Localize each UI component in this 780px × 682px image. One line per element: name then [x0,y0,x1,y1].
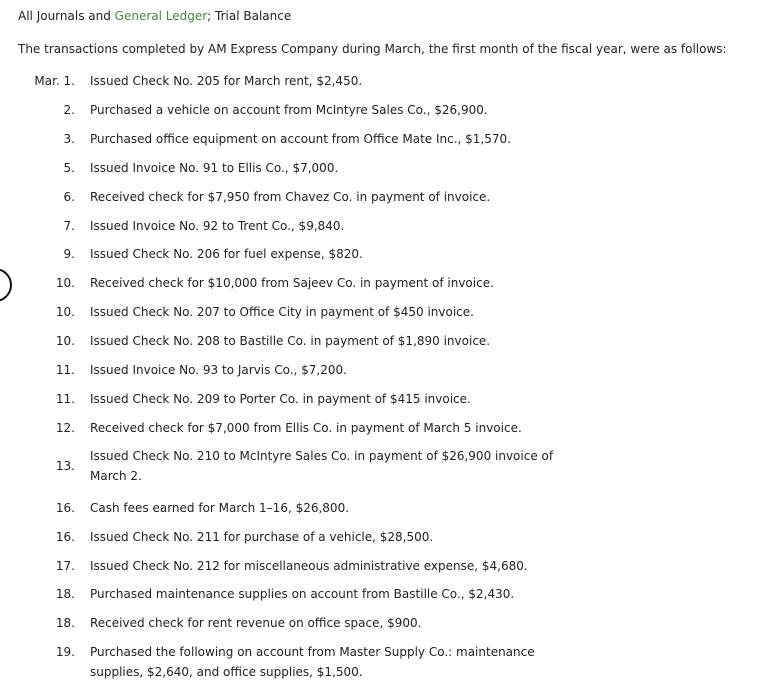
transaction-date: 2. [63,103,75,117]
transaction-row [18,642,618,682]
transaction-date: 11. [55,363,75,377]
transaction-date: 10. [55,276,75,290]
transaction-description: Issued Check No. 207 to Office City in payment of $450 invoice. [90,305,474,319]
transaction-date: 18. [55,616,75,630]
transaction-description: Issued Check No. 210 to McIntyre Sales Co. in payment of $26,900 invoice of March 2. [90,449,554,483]
transaction-description: Received check for $7,950 from Chavez Co. in payment of invoice. [90,190,491,204]
transaction-date: 9. [63,247,75,261]
intro-text: The transactions completed by AM Express Company during March, the first month of the fiscal year, were as follows: [18,42,727,56]
transaction-row [18,158,618,178]
transaction-row [18,389,618,409]
transaction-date: 17. [55,559,75,573]
transaction-description: Purchased office equipment on account from Office Mate Inc., $1,570. [90,132,511,146]
transaction-description: Cash fees earned for March 1–16, $26,800. [90,501,350,515]
transaction-description: Received check for rent revenue on office space, $900. [90,616,422,630]
general-ledger-link[interactable]: General Ledger [114,9,208,23]
transaction-row [18,556,618,576]
header-suffix: ; Trial Balance [207,9,292,23]
transaction-row [18,498,618,518]
transaction-date: 19. [55,645,75,659]
transaction-row [18,418,618,438]
transaction-description: Issued Invoice No. 92 to Trent Co., $9,840. [90,219,345,233]
transaction-date: Mar. 1. [34,74,75,88]
transaction-date: 13. [55,459,75,473]
transaction-row [18,244,618,264]
transaction-date: 3. [63,132,75,146]
transaction-row [18,100,618,120]
transaction-date: 18. [55,587,75,601]
transaction-date: 10. [55,334,75,348]
transaction-row [18,71,618,91]
transaction-row [18,302,618,322]
transaction-description: Received check for $7,000 from Ellis Co. in payment of March 5 invoice. [90,421,522,435]
transaction-row [18,273,618,293]
transaction-row [18,129,618,149]
side-circle-decoration [0,268,12,302]
transaction-description: Issued Check No. 205 for March rent, $2,450. [90,74,363,88]
transaction-description: Issued Check No. 212 for miscellaneous administrative expense, $4,680. [90,559,528,573]
transaction-description: Purchased a vehicle on account from McIntyre Sales Co., $26,900. [90,103,488,117]
breadcrumb-title [18,8,291,24]
transaction-row [18,527,618,547]
transaction-date: 6. [63,190,75,204]
transaction-description: Issued Check No. 209 to Porter Co. in payment of $415 invoice. [90,392,471,406]
transaction-date: 16. [55,530,75,544]
transaction-description: Issued Check No. 208 to Bastille Co. in payment of $1,890 invoice. [90,334,491,348]
transaction-row [18,216,618,236]
transaction-date: 16. [55,501,75,515]
header-prefix: All Journals and [18,9,115,23]
transaction-description: Issued Invoice No. 93 to Jarvis Co., $7,200. [90,363,347,377]
transaction-row [18,613,618,633]
transaction-row [18,360,618,380]
transaction-description: Issued Check No. 211 for purchase of a vehicle, $28,500. [90,530,434,544]
transaction-row [18,584,618,604]
transaction-date: 5. [63,161,75,175]
transaction-description: Purchased maintenance supplies on account from Bastille Co., $2,430. [90,587,515,601]
transaction-description: Purchased the following on account from Master Supply Co.: maintenance supplies, $2,640, and office supplies, $1,500. [90,645,535,679]
transaction-date: 7. [63,219,75,233]
transaction-row [18,187,618,207]
transaction-date: 11. [55,392,75,406]
transaction-description: Issued Check No. 206 for fuel expense, $820. [90,247,363,261]
transaction-description: Issued Invoice No. 91 to Ellis Co., $7,000. [90,161,339,175]
transaction-row [18,331,618,351]
transaction-date: 10. [55,305,75,319]
transaction-date: 12. [55,421,75,435]
transaction-description: Received check for $10,000 from Sajeev Co. in payment of invoice. [90,276,494,290]
transaction-row [18,446,618,486]
